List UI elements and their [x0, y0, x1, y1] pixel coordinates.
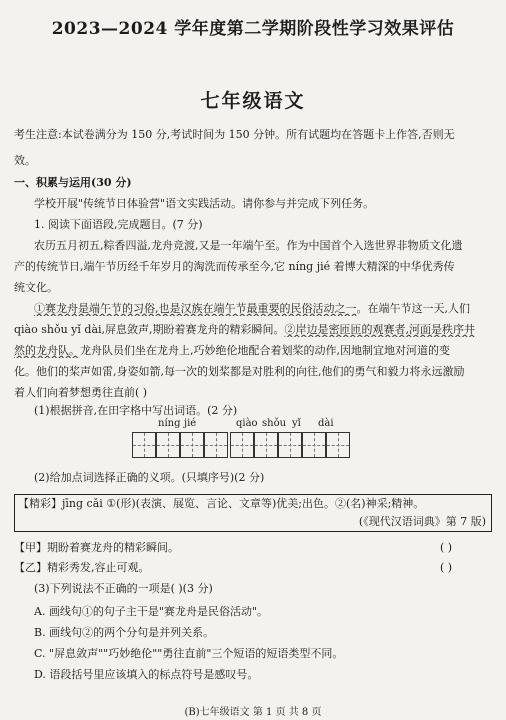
option-b: B. 画线句②的两个分句是并列关系。: [34, 626, 215, 639]
answer-paren-jia[interactable]: ( ): [440, 541, 453, 554]
pinyin-label: yǐ: [292, 418, 301, 429]
section-heading: 一、积累与运用(30 分): [14, 176, 132, 189]
pinyin-label: jié: [184, 418, 197, 429]
dictionary-entry: 【精彩】jīng cǎi ①(形)(表演、展览、言论、文章等)优美;出色。②(名)神采;精神。: [18, 497, 425, 510]
writing-grid-2[interactable]: [230, 432, 350, 458]
option-d: D. 语段括号里应该填入的标点符号是感叹号。: [34, 668, 259, 681]
passage-p2-line5: 着人们向着梦想勇往直前( ): [14, 386, 148, 399]
pinyin-label: shǒu: [262, 418, 287, 429]
sentence-yi: 【乙】精彩秀发,容止可观。: [14, 561, 150, 574]
passage-p2-line4: 化。他们的桨声如雷,身姿如箭,每一次的划桨都是对胜利的向往,他们的勇气和毅力将永远激励: [14, 365, 465, 378]
grid-cell[interactable]: [180, 432, 204, 458]
question-3: (3)下列说法不正确的一项是( )(3 分): [34, 582, 213, 595]
pinyin-label: dài: [318, 418, 334, 429]
passage-p2-line2: qiào shǒu yǐ dài,屏息敛声,期盼着赛龙舟的精彩瞬间。②岸边是密匝匝的观赛者,河面是秩序井: [14, 323, 476, 336]
notice-line-2: 效。: [14, 154, 36, 167]
grid-cell[interactable]: [132, 432, 156, 458]
notice-line-1: 考生注意:本试卷满分为 150 分,考试时间为 150 分钟。所有试题均在答题卡上作答,否则无: [14, 128, 455, 141]
grid-cell[interactable]: [254, 432, 278, 458]
pinyin-label: níng: [158, 418, 181, 429]
passage-p1-line3: 统文化。: [14, 281, 58, 294]
passage-p2-line1: ①赛龙舟是端午节的习俗,也是汉族在端午节最重要的民俗活动之一。在端午节这一天,人们: [34, 302, 470, 315]
underlined-sentence-1: ①赛龙舟是端午节的习俗,也是汉族在端午节最重要的民俗活动之一: [34, 302, 357, 315]
underlined-sentence-2: ②岸边是密匝匝的观赛者,河面是秩序井: [284, 323, 476, 336]
option-a: A. 画线句①的句子主干是"赛龙舟是民俗活动"。: [34, 605, 269, 618]
answer-paren-yi[interactable]: ( ): [440, 561, 453, 574]
question-1: (1)根据拼音,在田字格中写出词语。(2 分): [34, 404, 238, 417]
writing-grid-1[interactable]: [132, 432, 228, 458]
task-1-heading: 1. 阅读下面语段,完成题目。(7 分): [34, 218, 203, 231]
question-2: (2)给加点词选择正确的义项。(只填序号)(2 分): [34, 471, 265, 484]
exam-title: 2023—2024 学年度第二学期阶段性学习效果评估: [51, 19, 455, 39]
sentence-jia: 【甲】期盼着赛龙舟的精彩瞬间。: [14, 541, 179, 554]
page-footer: (B)七年级语文 第 1 页 共 8 页: [184, 707, 322, 718]
dictionary-source: (《现代汉语词典》第 7 版): [358, 515, 486, 528]
grid-cell[interactable]: [278, 432, 302, 458]
grid-cell[interactable]: [230, 432, 254, 458]
passage-p1-line2: 产的传统节日,端午节历经千年岁月的淘洗而传承至今,它 níng jié 着博大精深的中华优秀传: [14, 260, 455, 273]
grid-cell[interactable]: [326, 432, 350, 458]
option-c: C. "屏息敛声""巧妙绝伦""勇往直前"三个短语的短语类型不同。: [34, 647, 344, 660]
grid-cell[interactable]: [156, 432, 180, 458]
passage-p1-line1: 农历五月初五,粽香四溢,龙舟竞渡,又是一年端午至。作为中国首个入选世界非物质文化遗: [34, 239, 463, 252]
grid-cell[interactable]: [204, 432, 228, 458]
grid-cell[interactable]: [302, 432, 326, 458]
section-intro: 学校开展"传统节日体验营"语文实践活动。请你参与并完成下列任务。: [34, 197, 375, 210]
pinyin-label: qiào: [236, 418, 258, 429]
passage-p2-line3: 然的龙舟队。龙舟队员们坐在龙舟上,巧妙绝伦地配合着划桨的动作,因地制宜地对河道的变: [14, 344, 450, 357]
subject-title: 七年级语文: [200, 90, 306, 112]
